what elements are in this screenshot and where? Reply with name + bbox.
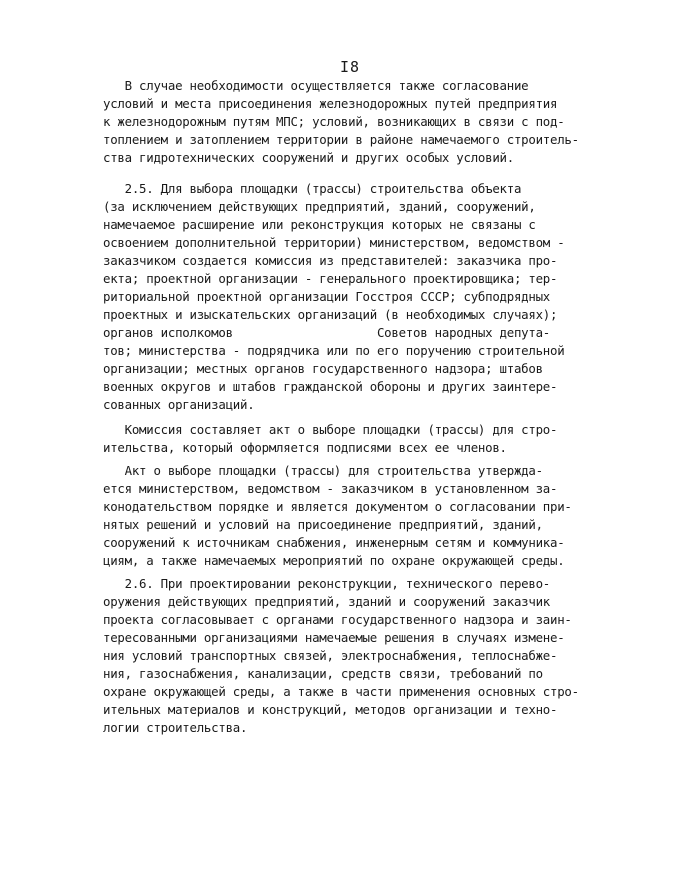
text-line: проектных и изыскательских организаций (в необходимых случаях); — [103, 307, 558, 322]
text-line: ния условий транспортных связей, электроснабжения, теплоснабже- — [103, 648, 558, 663]
text-line: циям, а также намечаемых мероприятий по охране окружающей среды. — [103, 553, 565, 568]
text-line: к железнодорожным путям МПС; условий, возникающих в связи с под- — [103, 114, 565, 129]
text-line: риториальной проектной организации Госстроя СССР; субподрядных — [103, 289, 551, 304]
text-line: Комиссия составляет акт о выборе площадки (трассы) для стро- — [103, 422, 558, 437]
text-line: В случае необходимости осуществляется также согласование — [103, 78, 529, 93]
text-line: проекта согласовывает с органами государственного надзора и заин- — [103, 612, 572, 627]
text-line: заказчиком создается комиссия из представителей: заказчика про- — [103, 253, 558, 268]
text-line: сованных организаций. — [103, 397, 255, 412]
text-line: ния, газоснабжения, канализации, средств связи, требований по — [103, 666, 543, 681]
text-line: сооружений к источникам снабжения, инженерным сетям и коммуника- — [103, 535, 565, 550]
text-line: условий и места присоединения железнодорожных путей предприятия — [103, 96, 558, 111]
text-line: освоением дополнительной территории) министерством, ведомством - — [103, 235, 565, 250]
text-line: тересованными организациями намечаемые решения в случаях измене- — [103, 630, 565, 645]
text-line: организации; местных органов государственного надзора; штабов — [103, 361, 543, 376]
text-line: нятых решений и условий на присоединение предприятий, зданий, — [103, 517, 543, 532]
text-line: Акт о выборе площадки (трассы) для строительства утвержда- — [103, 463, 543, 478]
text-line: намечаемое расширение или реконструкция которых не связаны с — [103, 217, 536, 232]
text-line: охране окружающей среды, а также в части применения основных стро- — [103, 684, 579, 699]
page-number: I8 — [339, 58, 361, 76]
text-line: логии строительства. — [103, 720, 248, 735]
text-line: ется министерством, ведомством - заказчиком в установленном за- — [103, 481, 558, 496]
text-line: ительных материалов и конструкций, методов организации и техно- — [103, 702, 558, 717]
text-line: ительства, который оформляется подписями всех ее членов. — [103, 440, 507, 455]
text-line: тов; министерства - подрядчика или по его поручению строительной — [103, 343, 565, 358]
text-line: топлением и затоплением территории в районе намечаемого строитель- — [103, 132, 579, 147]
text-line: (за исключением действующих предприятий, зданий, сооружений, — [103, 199, 536, 214]
text-line: военных округов и штабов гражданской обороны и других заинтере- — [103, 379, 558, 394]
text-line: конодательством порядке и является документом о согласовании при- — [103, 499, 572, 514]
text-line: 2.5. Для выбора площадки (трассы) строительства объекта — [103, 181, 522, 196]
text-line: ства гидротехнических сооружений и других особых условий. — [103, 150, 514, 165]
text-line: органов исполкомов Советов народных депута- — [103, 325, 551, 340]
text-line: оружения действующих предприятий, зданий и сооружений заказчик — [103, 594, 551, 609]
text-line: 2.6. При проектировании реконструкции, технического перево- — [103, 576, 551, 591]
text-line: екта; проектной организации - генерального проектировщика; тер- — [103, 271, 558, 286]
